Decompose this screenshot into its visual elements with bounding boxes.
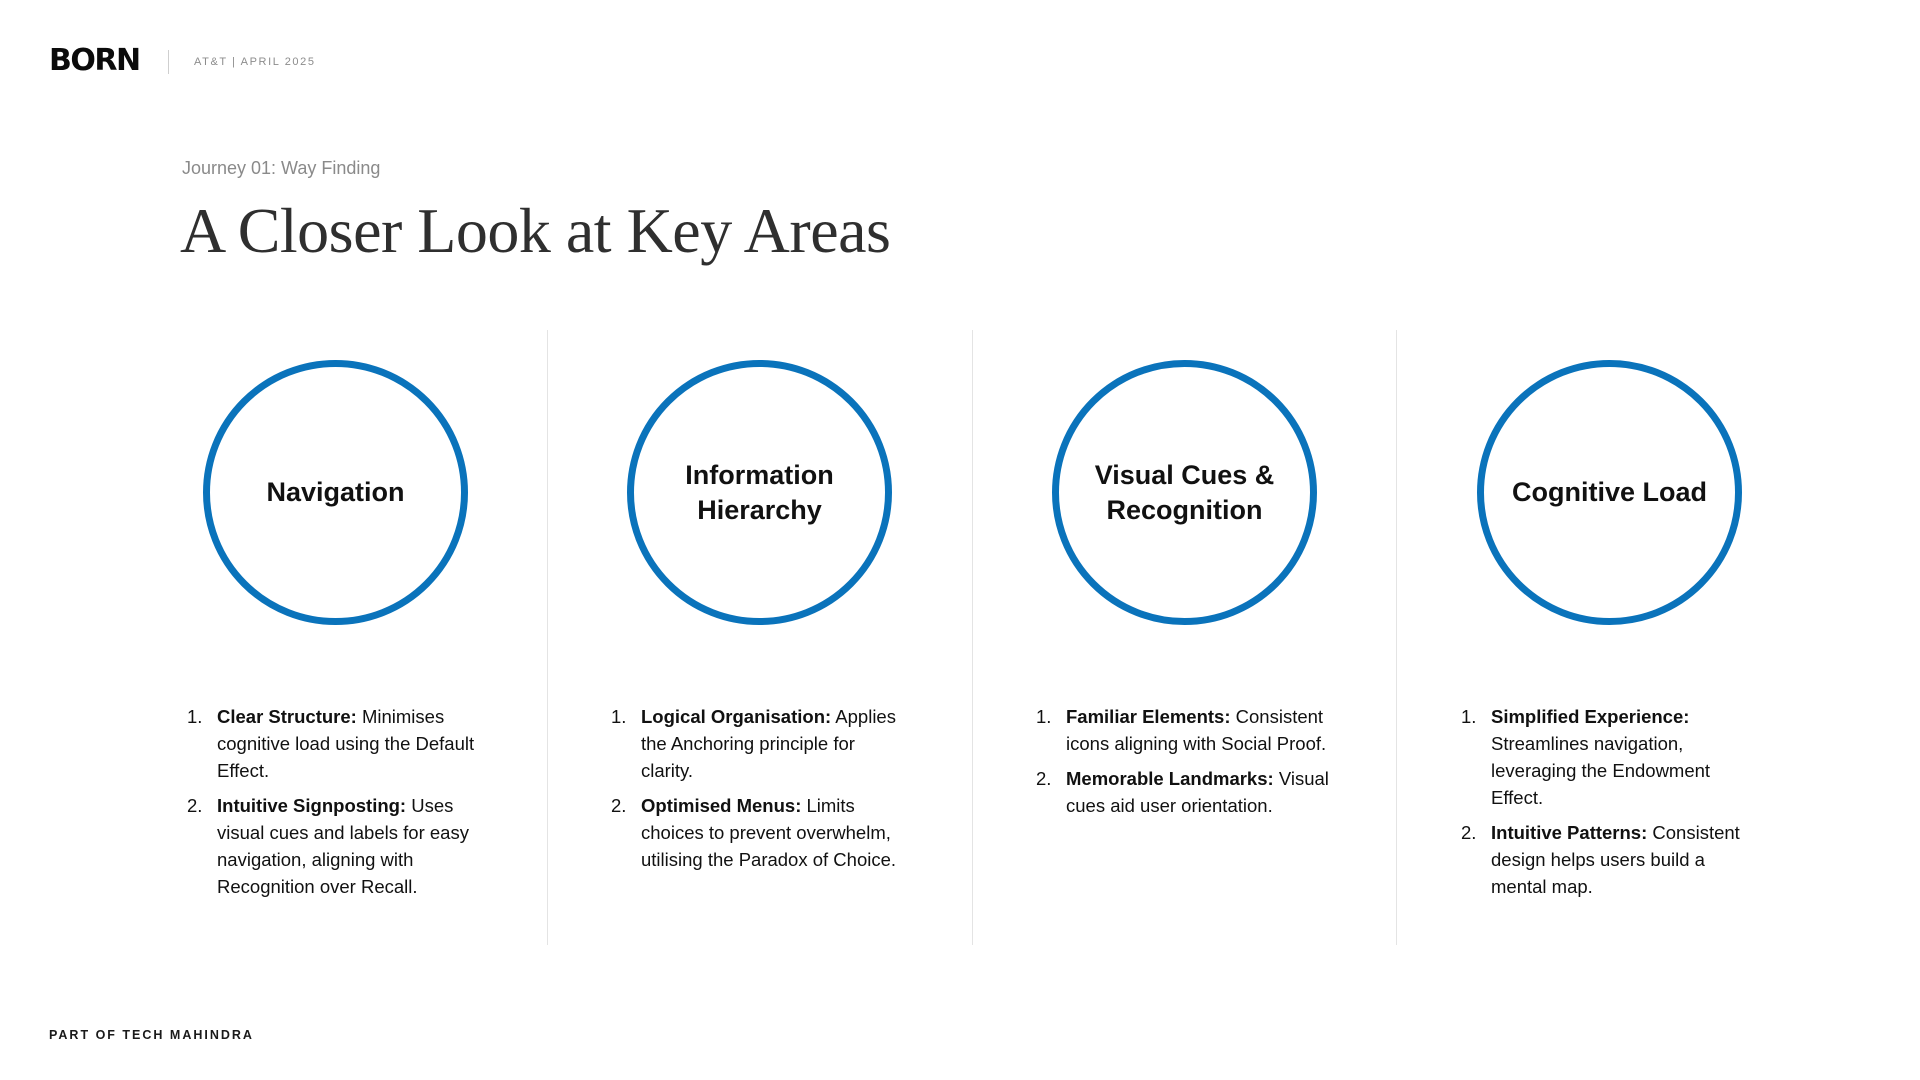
item-number: 1. (611, 706, 627, 727)
item-term: Optimised Menus: (641, 795, 802, 816)
area-title: Cognitive Load (1512, 477, 1707, 507)
column-divider (972, 330, 973, 945)
area-circle (1052, 360, 1317, 625)
area-title: Navigation (266, 477, 405, 507)
list-item (187, 792, 487, 900)
list-item (1461, 819, 1761, 900)
item-text: Applies the Anchoring principle for clarity. (641, 706, 896, 781)
list-item (611, 792, 911, 873)
point-list (1461, 703, 1761, 908)
area-circle (203, 360, 468, 625)
item-text: Uses visual cues and labels for easy navigation, aligning with Recognition over Recall. (217, 795, 469, 897)
item-term: Intuitive Patterns: (1491, 822, 1648, 843)
column-divider (547, 330, 548, 945)
journey-label: Journey 01: Way Finding (182, 158, 381, 178)
page-title: A Closer Look at Key Areas (180, 195, 891, 266)
item-number: 1. (1461, 706, 1477, 727)
item-term: Logical Organisation: (641, 706, 832, 727)
item-text: Visual cues aid user orientation. (1066, 768, 1329, 816)
item-text: Consistent design helps users build a mental map. (1491, 822, 1740, 897)
header-divider (168, 50, 169, 74)
point-list (1036, 703, 1336, 827)
header-meta: AT&T | APRIL 2025 (194, 56, 316, 68)
item-number: 2. (611, 795, 627, 816)
item-term: Memorable Landmarks: (1066, 768, 1274, 789)
area-title: Visual Cues & Recognition (1094, 459, 1275, 525)
item-text: Minimises cognitive load using the Default Effect. (217, 706, 475, 781)
list-item (1036, 703, 1336, 757)
item-term: Familiar Elements: (1066, 706, 1231, 727)
list-item (1461, 703, 1761, 811)
item-number: 2. (1461, 822, 1477, 843)
area-circle (1477, 360, 1742, 625)
footer-text: PART OF TECH MAHINDRA (49, 1028, 254, 1042)
list-item (1036, 765, 1336, 819)
born-logo: BORN (49, 43, 140, 78)
item-number: 1. (187, 706, 203, 727)
item-number: 1. (1036, 706, 1052, 727)
item-term: Simplified Experience: (1491, 706, 1690, 727)
list-item (611, 703, 911, 784)
item-term: Clear Structure: (217, 706, 357, 727)
point-list (187, 703, 487, 908)
item-text: Limits choices to prevent overwhelm, utilising the Paradox of Choice. (641, 795, 897, 870)
item-text: Streamlines navigation, leveraging the Endowment Effect. (1491, 733, 1711, 808)
item-number: 2. (187, 795, 203, 816)
item-text: Consistent icons aligning with Social Proof. (1066, 706, 1327, 754)
list-item (187, 703, 487, 784)
point-list (611, 703, 911, 881)
item-number: 2. (1036, 768, 1052, 789)
area-title: Information Hierarchy (685, 459, 834, 525)
item-term: Intuitive Signposting: (217, 795, 407, 816)
area-circle (627, 360, 892, 625)
column-divider (1396, 330, 1397, 945)
